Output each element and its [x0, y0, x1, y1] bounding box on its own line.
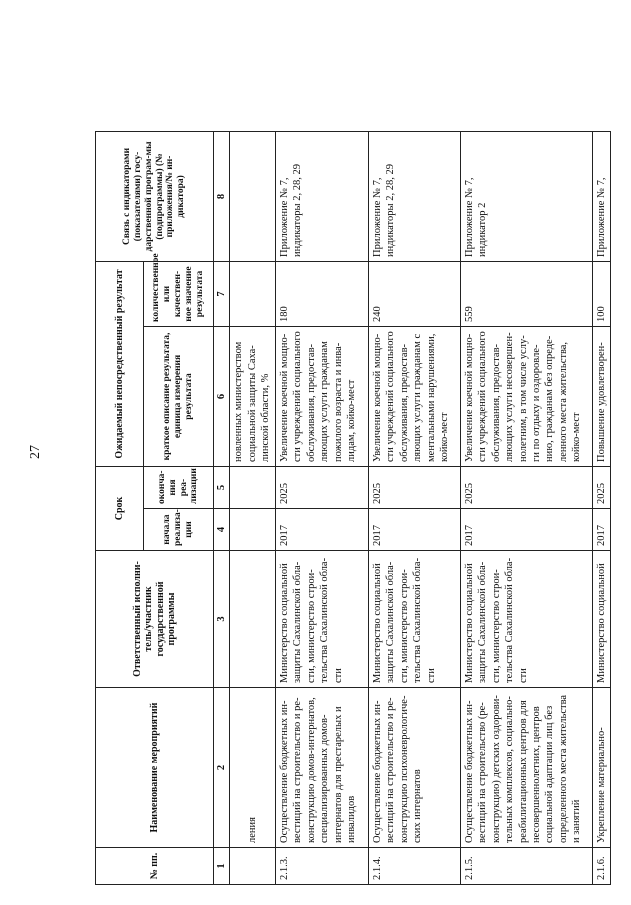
column-number: 2 — [214, 688, 230, 848]
header-num: № пп. — [96, 848, 214, 885]
cell-link: Приложение № 7, индикаторы 2, 28, 29 — [368, 131, 460, 261]
cell-name: Осуществление бюджетных ин-вестиций на строительство (ре-конструкцию) детских оздорови-тельных комплексов, социально-реабилитационных центров для несовершеннолетних, центров социальной адаптации лиц без определенного места жительства и занятий — [460, 688, 592, 848]
header-term-start: начала реализа-ции — [144, 509, 214, 551]
cell-value: 240 — [368, 261, 460, 326]
cell-link: Приложение № 7, индикатор 2 — [460, 131, 592, 261]
table-row — [275, 29, 368, 884]
cell-value: 100 — [592, 261, 610, 326]
column-number: 7 — [214, 261, 230, 326]
cell-value — [230, 261, 275, 326]
header-link: Связь с индикаторами (показателями) госу-дарственной програм-мы (подпрограммы) (№ приложения/№ ин-дикатора) — [96, 131, 214, 261]
column-number: 1 — [214, 848, 230, 885]
cell-name: Укрепление материально- — [592, 688, 610, 848]
column-number: 5 — [214, 466, 230, 508]
cell-desc: Увеличение коечной мощно-сти учреждений социального обслуживания, предостав-ляющих услуги несовершен-нолетним, в том числе услу-ги по отдыху и оздоровле-нию, гражданам без опреде-ленного места жительства, койко-мест — [460, 326, 592, 466]
column-number: 6 — [214, 326, 230, 466]
filler — [230, 29, 275, 131]
table-row — [368, 29, 460, 884]
cell-num: 2.1.6. — [592, 848, 610, 885]
cell-start: 2017 — [368, 509, 460, 551]
page-number: 27 — [28, 445, 43, 459]
header-responsible: Ответственный исполни-тель/участник государственной программы — [96, 551, 214, 688]
cell-desc: Увеличение коечной мощно-сти учреждений социального обслуживания, предостав-ляющих услуги гражданам пожилого возраста и инва-лидам, койко-мест — [275, 326, 368, 466]
cell-num: 2.1.3. — [275, 848, 368, 885]
cell-num: 2.1.5. — [460, 848, 592, 885]
table-row — [592, 29, 610, 884]
cell-responsible: Министерство социальной защиты Сахалинской обла-сти, министерство строи-тельства Сахалинской обла-сти — [275, 551, 368, 688]
cell-start — [230, 509, 275, 551]
cell-responsible: Министерство социальной защиты Сахалинской обла-сти, министерство строи-тельства Сахалинской обла-сти — [368, 551, 460, 688]
filler — [460, 29, 592, 131]
cell-end: 2025 — [275, 466, 368, 508]
cell-name: ления — [230, 688, 275, 848]
cell-name: Осуществление бюджетных ин-вестиций на строительство и ре-конструкцию психоневрологиче-ских интернатов — [368, 688, 460, 848]
measures-table — [95, 29, 611, 885]
header-result-desc: краткое описание результата, единица измерения результата — [144, 326, 214, 466]
cell-num — [230, 848, 275, 885]
cell-value: 559 — [460, 261, 592, 326]
cell-start: 2017 — [275, 509, 368, 551]
header-expected-result: Ожидаемый непосредственный результат — [96, 261, 144, 466]
cell-end: 2025 — [460, 466, 592, 508]
cell-desc: Повышение удовлетворен- — [592, 326, 610, 466]
column-number: 3 — [214, 551, 230, 688]
column-number: 8 — [214, 131, 230, 261]
cell-start: 2017 — [460, 509, 592, 551]
table-row — [230, 29, 275, 884]
cell-name: Осуществление бюджетных ин-вестиций на строительство и ре-конструкцию домов-интернатов, специализированных домов-интернатов для престарелых и инвалидов — [275, 688, 368, 848]
cell-desc: Увеличение коечной мощно-сти учреждений социального обслуживания, предостав-ляющих услуги гражданам с ментальными нарушениями, койко-мест — [368, 326, 460, 466]
cell-responsible: Министерство социальной защиты Сахалинской обла-сти, министерство строи-тельства Сахалинской обла-сти — [460, 551, 592, 688]
column-number: 4 — [214, 509, 230, 551]
header-result-value: количественное или качествен-ное значение результата — [144, 261, 214, 326]
cell-desc: новленных министерством социальной защиты Саха-линской области, % — [230, 326, 275, 466]
filler — [275, 29, 368, 131]
filler — [592, 29, 610, 131]
cell-end: 2025 — [592, 466, 610, 508]
cell-end: 2025 — [368, 466, 460, 508]
rotated-page — [95, 30, 607, 885]
cell-link: Приложение № 7, — [592, 131, 610, 261]
table-row — [460, 29, 592, 884]
cell-responsible — [230, 551, 275, 688]
filler — [368, 29, 460, 131]
cell-link — [230, 131, 275, 261]
cell-num: 2.1.4. — [368, 848, 460, 885]
cell-value: 180 — [275, 261, 368, 326]
header-term-end: оконча-ния реа-лизации — [144, 466, 214, 508]
header-term: Срок — [96, 466, 144, 550]
filler — [214, 29, 230, 131]
cell-start: 2017 — [592, 509, 610, 551]
cell-responsible: Министерство социальной — [592, 551, 610, 688]
cell-end — [230, 466, 275, 508]
header-name: Наименование мероприятий — [96, 688, 214, 848]
filler — [96, 29, 214, 131]
cell-link: Приложение № 7, индикаторы 2, 28, 29 — [275, 131, 368, 261]
